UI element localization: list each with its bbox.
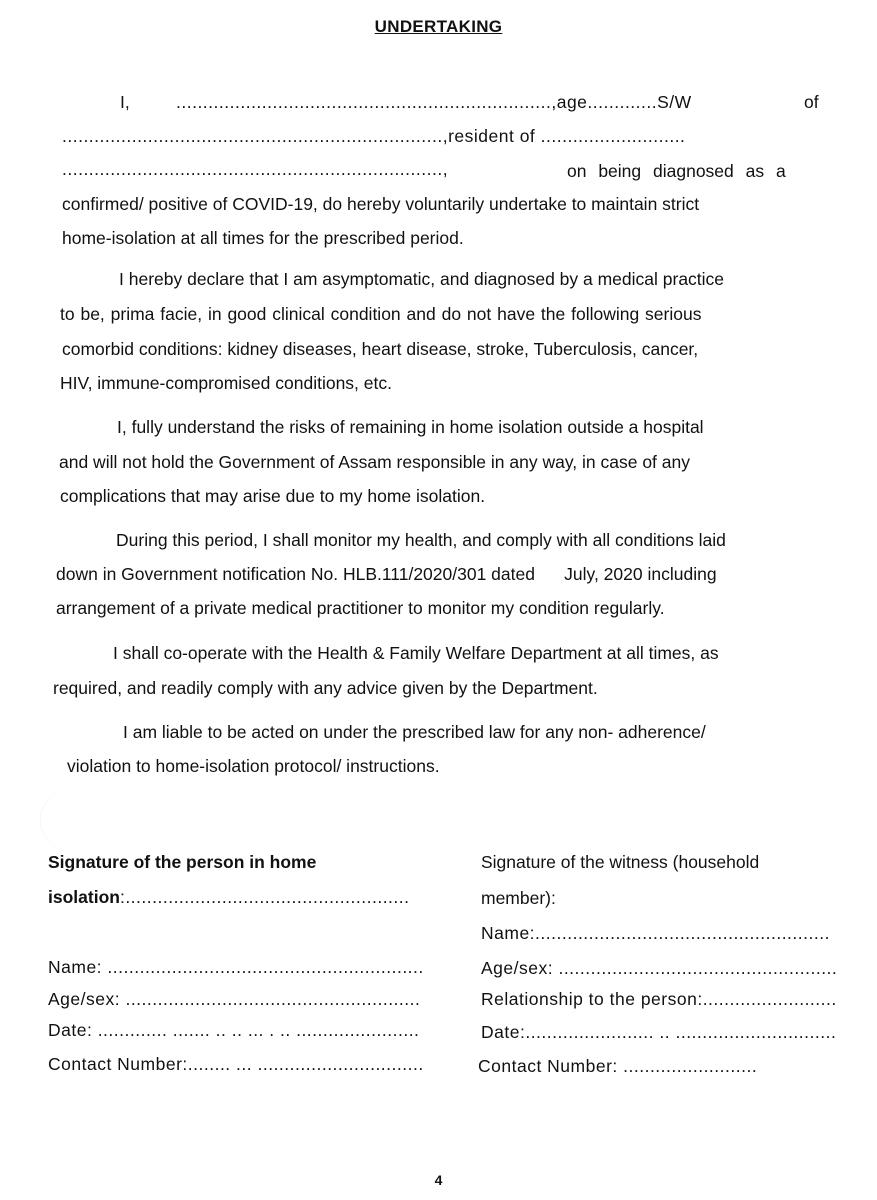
left-sig-heading2: isolation (48, 887, 120, 907)
para5-line2: required, and readily comply with any advice given by the Department. (53, 678, 598, 698)
para2-line3: comorbid conditions: kidney diseases, heart disease, stroke, Tuberculosis, cancer, (62, 339, 699, 359)
para1-line3-text: on being diagnosed as a (567, 161, 786, 181)
para2-line2: to be, prima facie, in good clinical condition and do not have the following serious (60, 304, 702, 324)
para1-line5: home-isolation at all times for the prescribed period. (62, 228, 464, 248)
para1-line4: confirmed/ positive of COVID-19, do hereby voluntarily undertake to maintain strict (62, 194, 700, 214)
para6-line2: violation to home-isolation protocol/ instructions. (67, 756, 440, 776)
left-sig-heading1: Signature of the person in home (48, 852, 317, 872)
para6-line1: I am liable to be acted on under the prescribed law for any non- adherence/ (123, 722, 706, 742)
para1-line3-dots: ......................................................................., (62, 159, 449, 179)
right-name-field: Name:....................................................... (481, 923, 830, 943)
para2-line1: I hereby declare that I am asymptomatic, and diagnosed by a medical practice (119, 269, 725, 289)
para4-line3: arrangement of a private medical practitioner to monitor my condition regularly. (56, 598, 665, 618)
right-sig-heading1: Signature of the witness (household (481, 852, 760, 872)
para1-line2: .......................................................................,resident of ........................... (62, 126, 686, 146)
left-name-field: Name: ........................................................... (48, 957, 424, 977)
page-number: 4 (434, 1172, 443, 1188)
page-title: UNDERTAKING (374, 17, 503, 36)
para4-line2: down in Government notification No. HLB.111/2020/301 dated July, 2020 including (56, 564, 717, 584)
right-contact-field: Contact Number: ......................... (478, 1056, 758, 1076)
left-sig-heading2-row (48, 886, 410, 908)
para1-line1-fields: ......................................................................,age.............S/W (176, 92, 692, 112)
para5-line1: I shall co-operate with the Health & Family Welfare Department at all times, as (113, 643, 719, 663)
para3-line2: and will not hold the Government of Assam responsible in any way, in case of any (59, 452, 690, 472)
right-sig-heading2: member): (481, 888, 556, 908)
para3-line3: complications that may arise due to my home isolation. (60, 486, 486, 506)
right-relationship-field: Relationship to the person:......................... (481, 989, 837, 1009)
left-sig-field: :..................................................... (119, 887, 410, 907)
right-agesex-field: Age/sex: .................................................... (481, 958, 838, 978)
para1-line1-i: I, (120, 92, 130, 112)
para1-line1-of: of (804, 92, 819, 112)
para3-line1: I, fully understand the risks of remaining in home isolation outside a hospital (117, 417, 704, 437)
para4-line1: During this period, I shall monitor my health, and comply with all conditions laid (116, 530, 726, 550)
left-date-field: Date: ............. ....... .. .. ... . .. ....................... (48, 1020, 420, 1040)
scan-smudge (40, 790, 101, 850)
left-agesex-field: Age/sex: ....................................................... (48, 989, 421, 1009)
left-contact-field: Contact Number:........ ... ............................... (48, 1054, 424, 1074)
right-date-field: Date:........................ .. .............................. (481, 1022, 837, 1042)
para2-line4: HIV, immune-compromised conditions, etc. (60, 373, 392, 393)
